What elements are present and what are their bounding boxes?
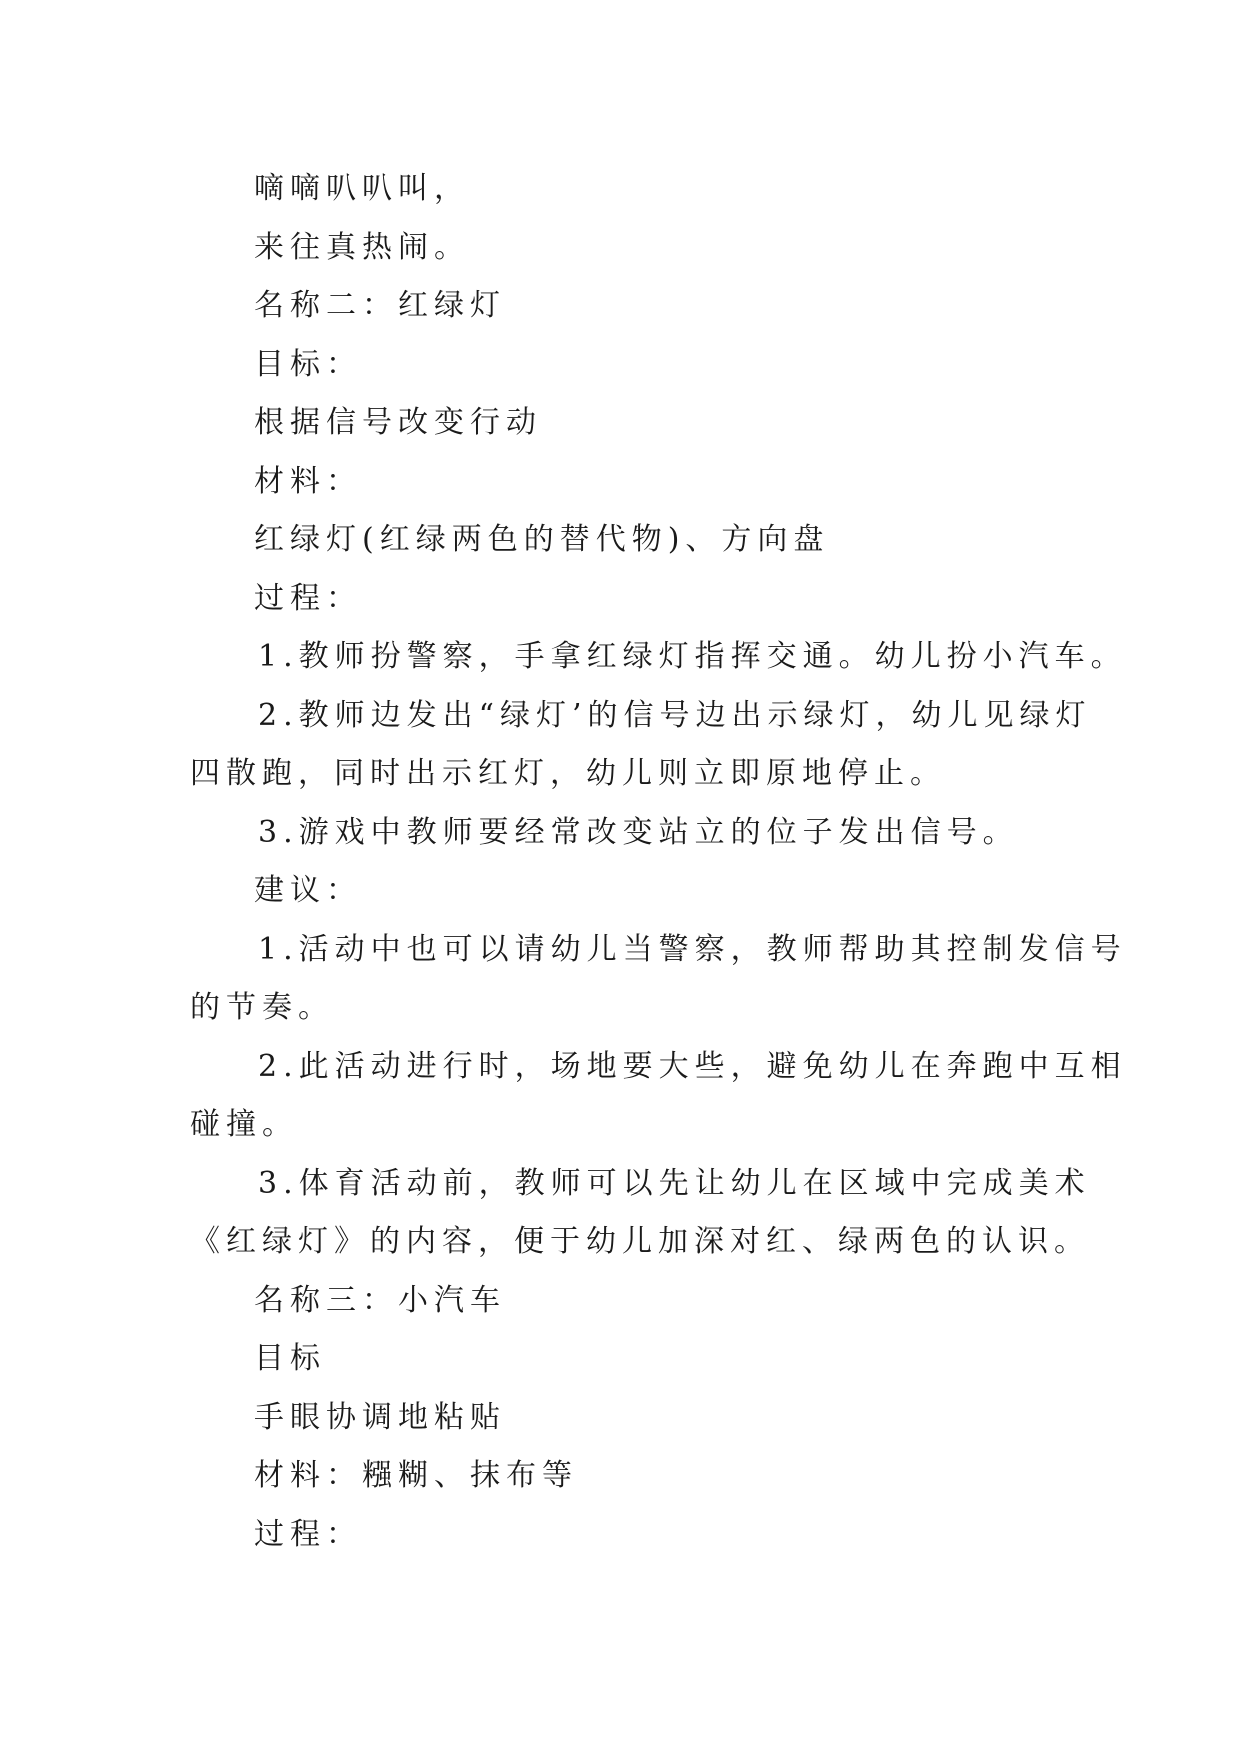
poem-line: 来往真热闹。 — [254, 229, 470, 265]
label-process: 过程： — [254, 580, 362, 616]
label-goal: 目标： — [254, 346, 362, 382]
suggestion-item-continued: 的节奏。 — [190, 990, 334, 1025]
suggestion-item-continued: 碰撞。 — [190, 1107, 298, 1142]
suggestion-item: 2.此活动进行时，场地要大些，避免幼儿在奔跑中互相 — [258, 1048, 1127, 1084]
process-step: 2.教师边发出“绿灯’的信号边出示绿灯，幼儿见绿灯 — [258, 697, 1092, 733]
goal-text: 根据信号改变行动 — [254, 405, 542, 440]
process-step: 3.游戏中教师要经常改变站立的位子发出信号。 — [258, 814, 1019, 850]
label-process: 过程： — [254, 1516, 362, 1552]
poem-line: 嘀嘀叭叭叫， — [254, 171, 470, 206]
goal-text: 手眼协调地粘贴 — [254, 1399, 506, 1435]
process-step-continued: 四散跑，同时出示红灯，幼儿则立即原地停止。 — [190, 756, 946, 791]
suggestion-item: 3.体育活动前，教师可以先让幼儿在区域中完成美术 — [258, 1165, 1091, 1201]
materials-text: 红绿灯(红绿两色的替代物)、方向盘 — [254, 522, 830, 557]
process-step: 1.教师扮警察，手拿红绿灯指挥交通。幼儿扮小汽车。 — [258, 639, 1127, 674]
label-materials: 材料： — [254, 463, 362, 499]
materials-text: 材料：糨糊、抹布等 — [254, 1458, 578, 1493]
section-heading: 名称二：红绿灯 — [254, 288, 506, 323]
suggestion-item-continued: 《红绿灯》的内容，便于幼儿加深对红、绿两色的认识。 — [190, 1224, 1090, 1259]
label-goal: 目标 — [254, 1341, 326, 1376]
suggestion-item: 1.活动中也可以请幼儿当警察，教师帮助其控制发信号 — [258, 931, 1127, 967]
section-heading: 名称三：小汽车 — [254, 1282, 506, 1318]
label-suggestions: 建议： — [254, 873, 362, 908]
document-body — [190, 160, 1127, 1564]
